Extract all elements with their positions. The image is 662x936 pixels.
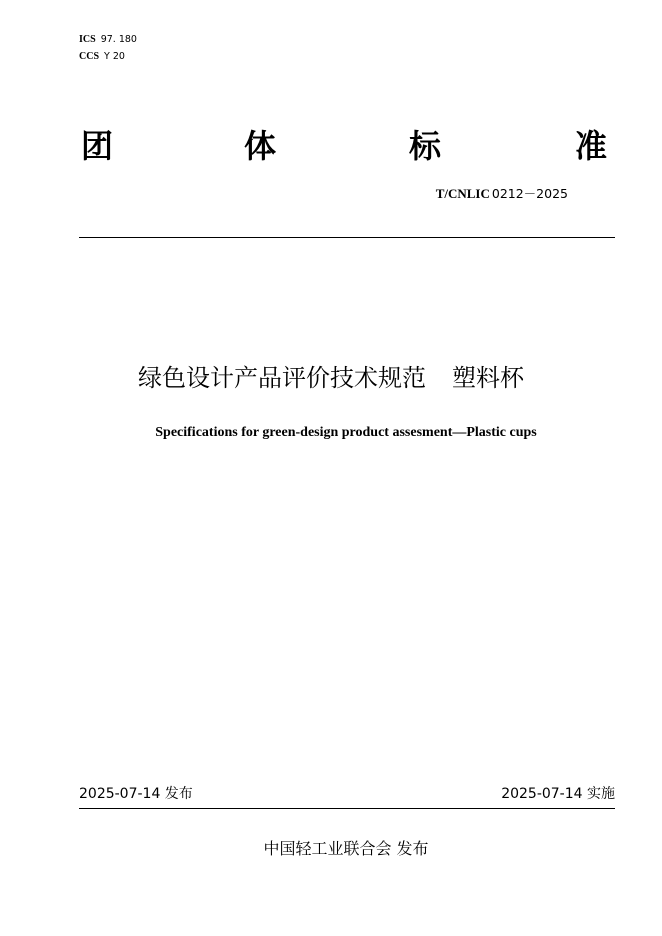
standard-type-char: 准: [575, 127, 608, 165]
chinese-title-sub: 塑料杯: [452, 364, 524, 392]
ics-value: 97. 180: [100, 34, 137, 45]
standard-number: [436, 186, 568, 203]
standard-type-heading: [79, 126, 615, 166]
header-divider: [79, 237, 615, 238]
standard-type-char: 标: [409, 127, 442, 165]
ics-line: [79, 34, 137, 46]
english-title: Specifications for green-design product assesment—Plastic cups: [155, 425, 537, 440]
footer-divider: [79, 808, 615, 809]
ccs-line: [79, 51, 125, 63]
ics-label: ICS: [79, 34, 96, 45]
release-date: 2025-07-14 发布: [79, 786, 193, 802]
standard-type-char: 团: [81, 127, 114, 165]
chinese-title-main: 绿色设计产品评价技术规范: [138, 364, 426, 392]
chinese-title: [0, 362, 662, 394]
publisher: 中国轻工业联合会 发布: [263, 839, 429, 858]
standard-number-code: 0212－2025: [491, 186, 568, 201]
standard-number-prefix: T/CNLIC: [435, 186, 490, 201]
ccs-label: CCS: [79, 51, 100, 62]
ccs-value: Y 20: [104, 51, 125, 62]
standard-type-char: 体: [244, 127, 277, 165]
implementation-date: 2025-07-14 实施: [501, 786, 615, 802]
